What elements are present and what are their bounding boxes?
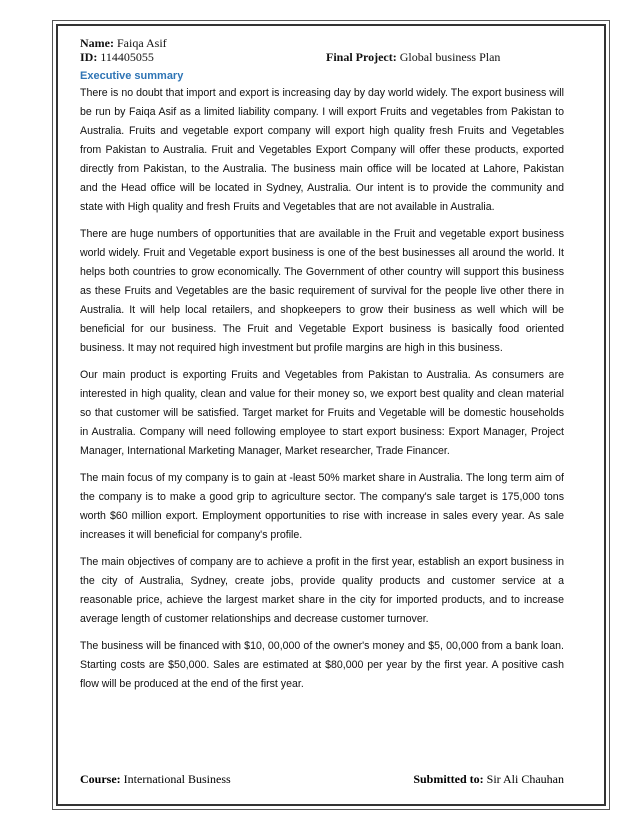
document-header: [80, 36, 564, 64]
paragraph-5: The main objectives of company are to achieve a profit in the first year, establish an export business in the city of Australia, Sydney, create jobs, provide quality products and customer service at a reasonable price, achieve the largest market share in the city for imported products, and to increase average length of customer relationships and decrease customer turnover.: [80, 556, 564, 625]
name-label: Name:: [80, 36, 114, 50]
id-value: 114405055: [100, 50, 154, 64]
name-value: Faiqa Asif: [116, 36, 167, 50]
paragraph-3: Our main product is exporting Fruits and Vegetables from Pakistan to Australia. As consumers are interested in high quality, clean and value for their money so, we export best quality and clean material so that customer will be satisfied. Target market for Fruits and Vegetable will be domestic households in Australia. Company will need following employee to start export business: Export Manager, Project Manager, International Marketing Manager, Market researcher, Trade Financer.: [80, 369, 564, 457]
paragraph-4: The main focus of my company is to gain at -least 50% market share in Australia. The long term aim of the company is to make a good grip to agriculture sector. The company's sale target is 175,000 tons worth $60 million export. Employment opportunities to rise with increase in sales every year. As sale increases it will beneficial for company's profile.: [80, 472, 564, 541]
paragraph-2: There are huge numbers of opportunities that are available in the Fruit and vegetable export business world widely. Fruit and Vegetable export business is one of the best businesses all around the world. It helps both countries to grow economically. The Government of other country will support this business as these Fruits and Vegetables are the basic requirement of survival for the people live other there in Australia. It will help local retailers, and shopkeepers to grow their business as well which will be beneficial for our business. The Fruit and Vegetable Export business is basically food oriented business. It may not required high investment but profile margins are high in this business.: [80, 228, 564, 354]
project-label: Final Project:: [326, 50, 397, 64]
submitted-value: Sir Ali Chauhan: [486, 772, 564, 786]
section-title: Executive summary: [80, 70, 184, 82]
name-line: [80, 36, 564, 50]
document-footer: [80, 772, 564, 787]
id-line: [80, 50, 326, 64]
course-line: [80, 772, 231, 787]
submitted-label: Submitted to:: [413, 772, 484, 786]
project-line: [326, 50, 500, 64]
submitted-line: [413, 772, 564, 787]
paragraph-6: The business will be financed with $10, 00,000 of the owner's money and $5, 00,000 from a bank loan. Starting costs are $50,000. Sales are estimated at $80,000 per year by the first year. A positive cash flow will be produced at the end of the first year.: [80, 640, 564, 690]
document-body: [80, 36, 564, 702]
course-value: International Business: [123, 772, 231, 786]
course-label: Course:: [80, 772, 121, 786]
id-project-line: [80, 50, 564, 64]
paragraph-1: There is no doubt that import and export is increasing day by day world widely. The export business will be run by Faiqa Asif as a limited liability company. I will export Fruits and vegetables from Pakistan to Australia. Fruits and vegetable export company will export high quality fresh Fruits and Vegetables from Pakistan to Australia. Fruit and Vegetables Export Company will offer these products, exported directly from Pakistan, to the Australia. The business main office will be located at Lahore, Pakistan and the Head office will be located in Sydney, Australia. Our intent is to provide the community and state with High quality and fresh Fruits and Vegetables that are not available in Australia.: [80, 87, 564, 213]
id-label: ID:: [80, 50, 98, 64]
project-value: Global business Plan: [399, 50, 501, 64]
